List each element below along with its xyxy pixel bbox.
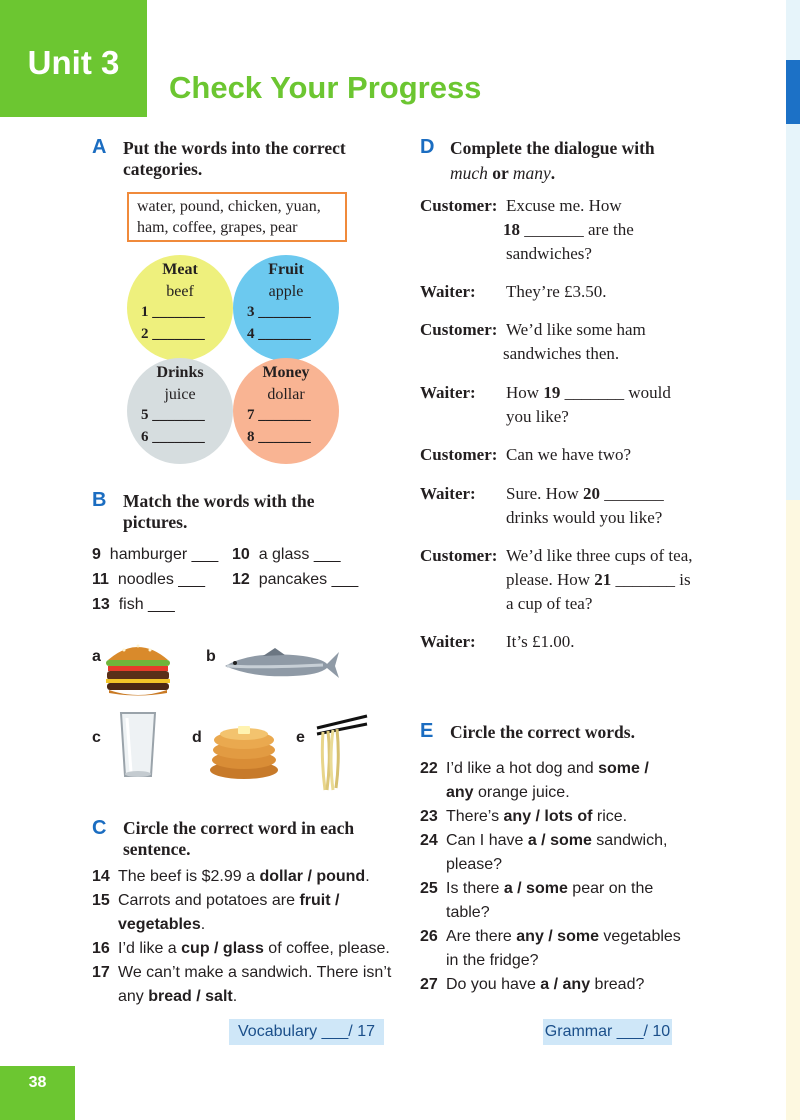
word-choice[interactable]: some / bbox=[598, 760, 649, 777]
sentence-item-continued: any bread / salt. bbox=[118, 988, 238, 1005]
glass-image bbox=[118, 710, 158, 785]
match-item-13 bbox=[92, 596, 175, 614]
sentence-item: 23 There’s any / lots of rice. bbox=[420, 808, 628, 825]
match-item-10 bbox=[232, 546, 341, 564]
sentence-item: 25 Is there a / some pear on the bbox=[420, 880, 654, 897]
dialogue-line: sandwiches? bbox=[506, 244, 592, 263]
circle-example: dollar bbox=[267, 386, 305, 403]
dialogue-line: Sure. How 20 _______ bbox=[506, 484, 664, 503]
item-text[interactable]: fish ___ bbox=[118, 596, 175, 613]
word-choice[interactable]: fruit / bbox=[299, 892, 340, 909]
section-c-title-line1: Circle the correct word in each bbox=[123, 818, 355, 838]
answer-blank[interactable]: 1 _______ bbox=[141, 304, 205, 320]
word-box-line1: water, pound, chicken, yuan, bbox=[137, 198, 321, 215]
side-tab-marker bbox=[786, 60, 800, 124]
answer-blank[interactable]: 5 _______ bbox=[141, 407, 205, 423]
dialogue-line: They’re £3.50. bbox=[506, 282, 607, 301]
answer-blank[interactable]: 4 _______ bbox=[247, 326, 311, 342]
speaker-waiter: Waiter: bbox=[420, 383, 476, 402]
section-c-title-line2: sentence. bbox=[123, 839, 191, 859]
unit-label: Unit 3 bbox=[27, 44, 120, 81]
section-e-title: Circle the correct words. bbox=[450, 722, 635, 742]
section-c-letter: C bbox=[92, 817, 107, 839]
answer-blank[interactable]: 6 _______ bbox=[141, 429, 205, 445]
sentence-item: 22 I’d like a hot dog and some / bbox=[420, 760, 649, 777]
dialogue-line: Can we have two? bbox=[506, 445, 632, 464]
noodles-image bbox=[315, 714, 369, 797]
speaker-waiter: Waiter: bbox=[420, 484, 476, 503]
sentence-item: 24 Can I have a / some sandwich, bbox=[420, 832, 668, 849]
sentence-item-continued: table? bbox=[446, 904, 490, 921]
speaker-customer: Customer: bbox=[420, 546, 498, 565]
sentence-item: 27 Do you have a / any bread? bbox=[420, 976, 645, 993]
word-choice[interactable]: a / some bbox=[527, 832, 592, 849]
item-number: 11 bbox=[92, 571, 109, 588]
item-number: 12 bbox=[232, 571, 250, 588]
word-box-line2: ham, coffee, grapes, pear bbox=[137, 219, 298, 236]
word-choice[interactable]: vegetables bbox=[118, 916, 201, 933]
picture-label-b: b bbox=[206, 648, 216, 665]
item-number: 9 bbox=[92, 546, 101, 563]
section-a-title-line2: categories. bbox=[123, 159, 203, 179]
picture-label-e: e bbox=[296, 729, 305, 746]
answer-blank[interactable]: 7 _______ bbox=[247, 407, 311, 423]
circle-heading: Fruit bbox=[268, 261, 304, 278]
word-choice[interactable]: any / some bbox=[516, 928, 599, 945]
dialogue-line: sandwiches then. bbox=[503, 344, 620, 363]
section-a-title-line1: Put the words into the correct bbox=[123, 138, 346, 158]
vocabulary-score-box: Vocabulary ___/ 17 bbox=[229, 1019, 384, 1045]
blank-number: 18 bbox=[503, 220, 520, 239]
grammar-score-box: Grammar ___/ 10 bbox=[543, 1019, 672, 1045]
item-text[interactable]: noodles ___ bbox=[117, 571, 205, 588]
sentence-item-continued: please? bbox=[446, 856, 503, 873]
answer-blank[interactable]: _______ would bbox=[560, 383, 671, 402]
page-number: 38 bbox=[28, 1074, 47, 1091]
word-choice[interactable]: a / some bbox=[503, 880, 568, 897]
sentence-item-continued: vegetables. bbox=[118, 916, 206, 933]
sentence-item: 14 The beef is $2.99 a dollar / pound. bbox=[92, 868, 370, 885]
picture-label-d: d bbox=[192, 729, 202, 746]
page-title: Check Your Progress bbox=[169, 70, 482, 105]
dialogue-line: Excuse me. How bbox=[506, 196, 622, 215]
answer-blank[interactable]: 2 _______ bbox=[141, 326, 205, 342]
match-item-12 bbox=[232, 571, 358, 589]
picture-label-a: a bbox=[92, 648, 101, 665]
picture-label-c: c bbox=[92, 729, 101, 746]
section-d-title-line1: Complete the dialogue with bbox=[450, 138, 655, 158]
match-item-11 bbox=[92, 571, 205, 589]
hamburger-image bbox=[104, 638, 172, 701]
dialogue-line: We’d like some ham bbox=[506, 320, 646, 339]
word-box bbox=[127, 192, 347, 242]
word-choice[interactable]: dollar / pound bbox=[259, 868, 366, 885]
sentence-item: 26 Are there any / some vegetables bbox=[420, 928, 681, 945]
dialogue-line: It’s £1.00. bbox=[506, 632, 575, 651]
blank-number: 21 bbox=[594, 570, 612, 589]
item-number: 13 bbox=[92, 596, 110, 613]
dialogue-line bbox=[503, 218, 634, 242]
item-text[interactable]: pancakes ___ bbox=[258, 571, 359, 588]
section-d-letter: D bbox=[420, 136, 435, 158]
dialogue-line: you like? bbox=[506, 407, 569, 426]
section-a-letter: A bbox=[92, 136, 107, 158]
speaker-customer: Customer: bbox=[420, 320, 498, 339]
dialogue-line: drinks would you like? bbox=[506, 508, 663, 527]
answer-blank[interactable]: _______ is bbox=[611, 570, 691, 589]
section-e-letter: E bbox=[420, 720, 434, 742]
speaker-customer: Customer: bbox=[420, 445, 498, 464]
circle-example: beef bbox=[166, 283, 194, 300]
circle-heading: Meat bbox=[162, 261, 198, 278]
section-d-title-line2: much or many. bbox=[450, 163, 556, 183]
answer-blank[interactable]: _______ bbox=[599, 484, 664, 503]
dialogue-line: please. How 21 _______ is bbox=[506, 570, 691, 589]
section-b-title-line1: Match the words with the bbox=[123, 491, 315, 511]
sentence-item: 15 Carrots and potatoes are fruit / bbox=[92, 892, 340, 909]
blank-number: 20 bbox=[582, 484, 600, 503]
word-choice[interactable]: bread / salt bbox=[148, 988, 233, 1005]
sentence-item: 17 We can’t make a sandwich. There isn’t bbox=[92, 964, 392, 981]
circle-heading: Money bbox=[262, 364, 310, 381]
circle-example: juice bbox=[164, 386, 196, 403]
circle-heading: Drinks bbox=[156, 364, 204, 381]
word-choice[interactable]: any / lots of bbox=[503, 808, 593, 825]
speaker-customer: Customer: bbox=[420, 196, 498, 215]
word-choice[interactable]: cup / glass bbox=[181, 940, 264, 957]
speaker-waiter: Waiter: bbox=[420, 282, 476, 301]
fish-image bbox=[223, 648, 341, 687]
match-item-9 bbox=[92, 546, 218, 564]
section-b-letter: B bbox=[92, 489, 107, 511]
side-strip-bottom bbox=[786, 500, 800, 1120]
item-text[interactable]: a glass ___ bbox=[258, 546, 341, 563]
sentence-item-continued: in the fridge? bbox=[446, 952, 539, 969]
answer-blank[interactable]: 8 _______ bbox=[247, 429, 311, 445]
item-number: 10 bbox=[232, 546, 250, 563]
word-choice[interactable]: a / any bbox=[540, 976, 591, 993]
pancakes-image bbox=[208, 718, 280, 785]
dialogue-line: a cup of tea? bbox=[506, 594, 593, 613]
dialogue-line: How 19 _______ would bbox=[506, 383, 671, 402]
answer-blank[interactable]: _______ are the bbox=[520, 220, 634, 239]
section-b-title-line2: pictures. bbox=[123, 512, 188, 532]
blank-number: 19 bbox=[543, 383, 561, 402]
circle-example: apple bbox=[268, 283, 304, 300]
word-choice[interactable]: any bbox=[446, 784, 474, 801]
sentence-item: 16 I’d like a cup / glass of coffee, please. bbox=[92, 940, 390, 957]
speaker-waiter: Waiter: bbox=[420, 632, 476, 651]
item-text[interactable]: hamburger ___ bbox=[109, 546, 219, 563]
answer-blank[interactable]: 3 _______ bbox=[247, 304, 311, 320]
dialogue-line: We’d like three cups of tea, bbox=[506, 546, 693, 565]
sentence-item-continued: any orange juice. bbox=[446, 784, 570, 801]
